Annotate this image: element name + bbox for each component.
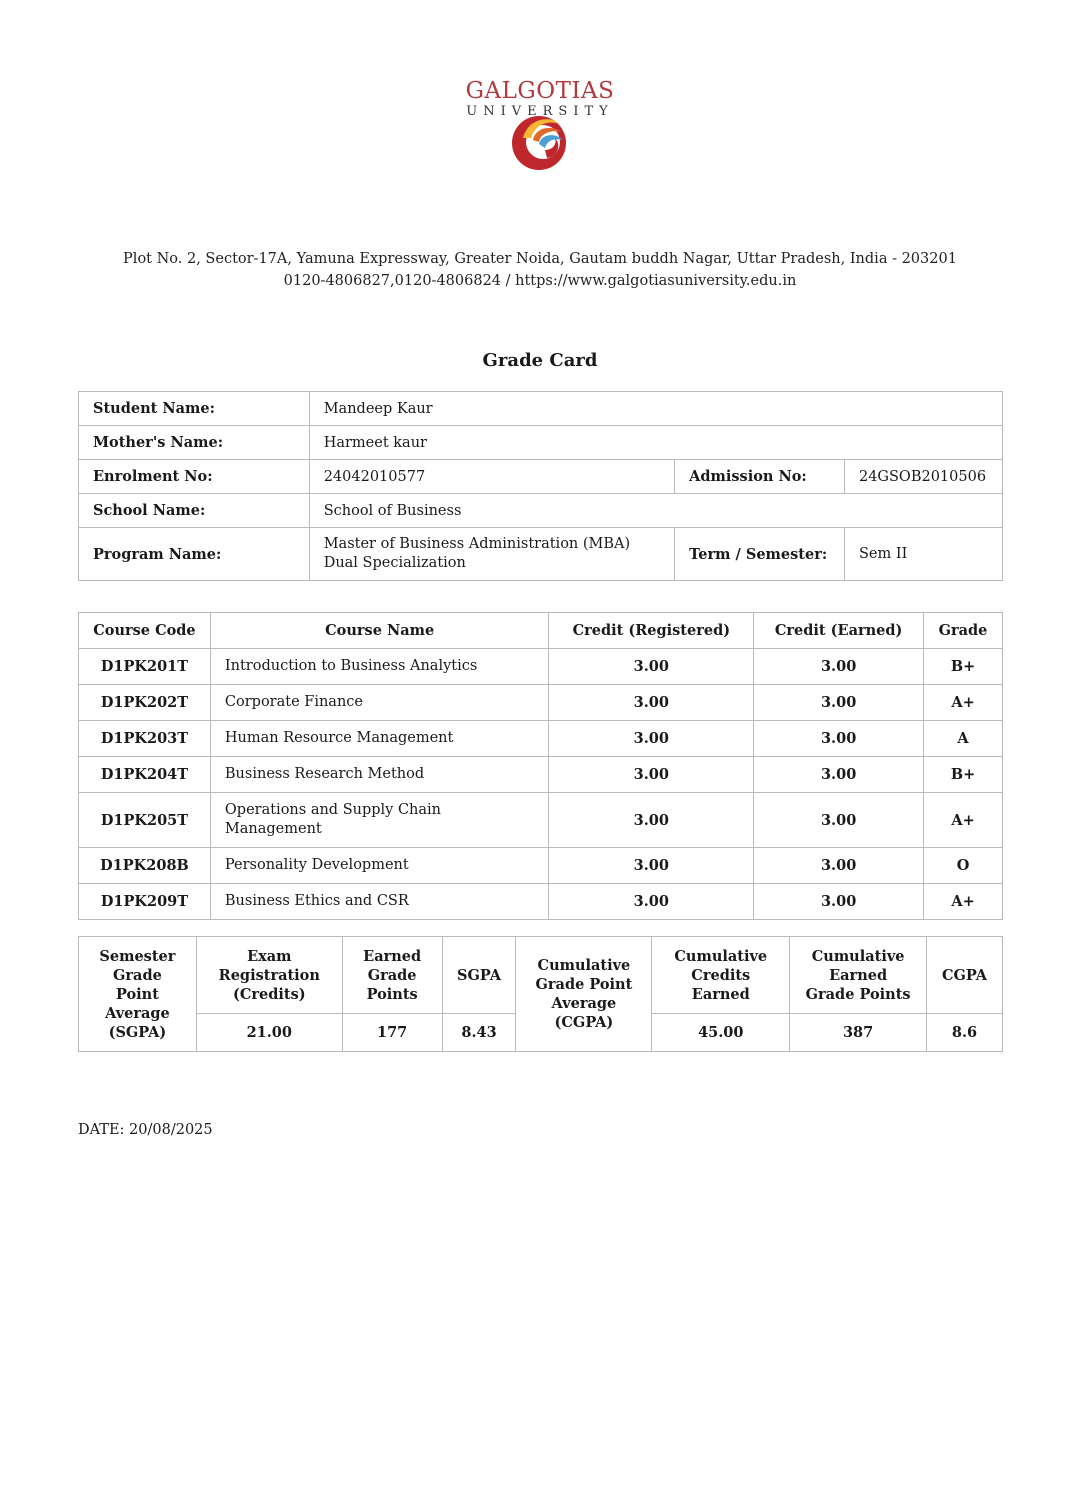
label-line: Average [551,995,617,1012]
cumulative-credits-header [652,937,790,1014]
table-row [79,649,1003,685]
admission-label: Admission No: [675,460,845,494]
credit-earned: 3.00 [754,685,924,721]
contact-line: 0120-4806827,0120-4806824 / https://www.galgotiasuniversity.edu.in [283,273,797,289]
issue-date: DATE: 20/08/2025 [78,1122,213,1138]
header-grade: Grade [924,613,1003,649]
label-line: Registration [218,966,320,984]
label-line: Grade Point [535,976,633,993]
student-name-value: Mandeep Kaur [309,392,1002,426]
course-name: Personality Development [210,848,549,884]
course-name: Business Ethics and CSR [210,884,549,920]
credit-registered: 3.00 [549,848,754,884]
sgpa-value: 8.43 [442,1014,516,1052]
course-name-line-1: Operations and Supply Chain [224,802,442,818]
cumulative-points-header [790,937,927,1014]
course-code: D1PK201T [79,649,211,685]
course-name: Introduction to Business Analytics [210,649,549,685]
label-line: Cumulative [674,947,768,965]
courses-table [78,612,1003,920]
label-line: Grade [367,966,417,984]
exam-registration-header [196,937,342,1014]
admission-value: 24GSOB2010506 [844,460,1002,494]
course-name [210,793,549,848]
sgpa-section-label [79,937,197,1052]
mother-name-label: Mother's Name: [79,426,310,460]
credit-earned: 3.00 [754,757,924,793]
cgpa-header: CGPA [927,937,1003,1014]
credit-earned: 3.00 [754,793,924,848]
grade: A+ [924,884,1003,920]
credit-earned: 3.00 [754,721,924,757]
summary-header-row [79,937,1003,1014]
summary-table [78,936,1003,1052]
label-line: Earned [691,985,750,1003]
grade: A [924,721,1003,757]
enrolment-row [79,460,1003,494]
program-line-1: Master of Business Administration (MBA) [323,536,631,552]
header-course-code: Course Code [79,613,211,649]
term-label: Term / Semester: [675,528,845,581]
mother-name-row [79,426,1003,460]
label-line: Grade Points [805,985,911,1003]
label-line: Point [115,985,159,1003]
table-row [79,793,1003,848]
label-line: Cumulative [537,957,631,974]
credit-registered: 3.00 [549,721,754,757]
credit-earned: 3.00 [754,848,924,884]
label-line: (Credits) [232,985,306,1003]
university-subtitle: UNIVERSITY [466,104,614,119]
cgpa-value: 8.6 [927,1014,1003,1052]
student-name-label: Student Name: [79,392,310,426]
cumulative-credits-value: 45.00 [652,1014,790,1052]
student-info-table [78,391,1003,581]
credit-registered: 3.00 [549,757,754,793]
course-name: Corporate Finance [210,685,549,721]
student-name-row [79,392,1003,426]
page-title: Grade Card [482,350,598,371]
school-value: School of Business [309,494,1002,528]
university-address [0,248,1080,292]
table-row [79,721,1003,757]
mother-name-value: Harmeet kaur [309,426,1002,460]
university-logo [0,110,1080,176]
credit-registered: 3.00 [549,793,754,848]
header-credit-registered: Credit (Registered) [549,613,754,649]
label-line: Grade [113,966,162,984]
term-value: Sem II [844,528,1002,581]
exam-registration-value: 21.00 [196,1014,342,1052]
cgpa-section-label [516,937,652,1052]
course-name: Human Resource Management [210,721,549,757]
grade: A+ [924,685,1003,721]
credit-registered: 3.00 [549,685,754,721]
table-row [79,848,1003,884]
table-row [79,757,1003,793]
label-line: (SGPA) [108,1023,167,1041]
earned-grade-points-header [342,937,442,1014]
university-swirl-logo-icon [509,110,571,172]
grade: B+ [924,649,1003,685]
label-line: Exam [247,947,292,965]
grade: B+ [924,757,1003,793]
program-label: Program Name: [79,528,310,581]
credit-earned: 3.00 [754,884,924,920]
label-line: (CGPA) [554,1014,614,1031]
credit-registered: 3.00 [549,649,754,685]
address-line: Plot No. 2, Sector-17A, Yamuna Expressway, Greater Noida, Gautam buddh Nagar, Uttar Pradesh, India - 203201 [123,251,957,267]
course-code: D1PK202T [79,685,211,721]
courses-header-row [79,613,1003,649]
cumulative-points-value: 387 [790,1014,927,1052]
table-row [79,685,1003,721]
course-code: D1PK205T [79,793,211,848]
course-name-line-2: Management [224,821,322,837]
course-name: Business Research Method [210,757,549,793]
label-line: Semester [99,947,176,965]
credit-registered: 3.00 [549,884,754,920]
course-code: D1PK209T [79,884,211,920]
header-course-name: Course Name [210,613,549,649]
grade: A+ [924,793,1003,848]
enrolment-value: 24042010577 [309,460,674,494]
label-line: Average [105,1004,170,1022]
credit-earned: 3.00 [754,649,924,685]
header-credit-earned: Credit (Earned) [754,613,924,649]
label-line: Earned [363,947,422,965]
label-line: Credits [691,966,751,984]
school-row [79,494,1003,528]
program-row [79,528,1003,581]
enrolment-label: Enrolment No: [79,460,310,494]
course-code: D1PK204T [79,757,211,793]
label-line: Cumulative [811,947,905,965]
school-label: School Name: [79,494,310,528]
program-line-2: Dual Specialization [323,555,466,571]
label-line: Points [366,985,418,1003]
table-row [79,884,1003,920]
course-code: D1PK203T [79,721,211,757]
course-code: D1PK208B [79,848,211,884]
label-line: Earned [829,966,888,984]
sgpa-header: SGPA [442,937,516,1014]
program-value [309,528,674,581]
grade: O [924,848,1003,884]
university-name: GALGOTIAS [465,78,615,104]
earned-grade-points-value: 177 [342,1014,442,1052]
